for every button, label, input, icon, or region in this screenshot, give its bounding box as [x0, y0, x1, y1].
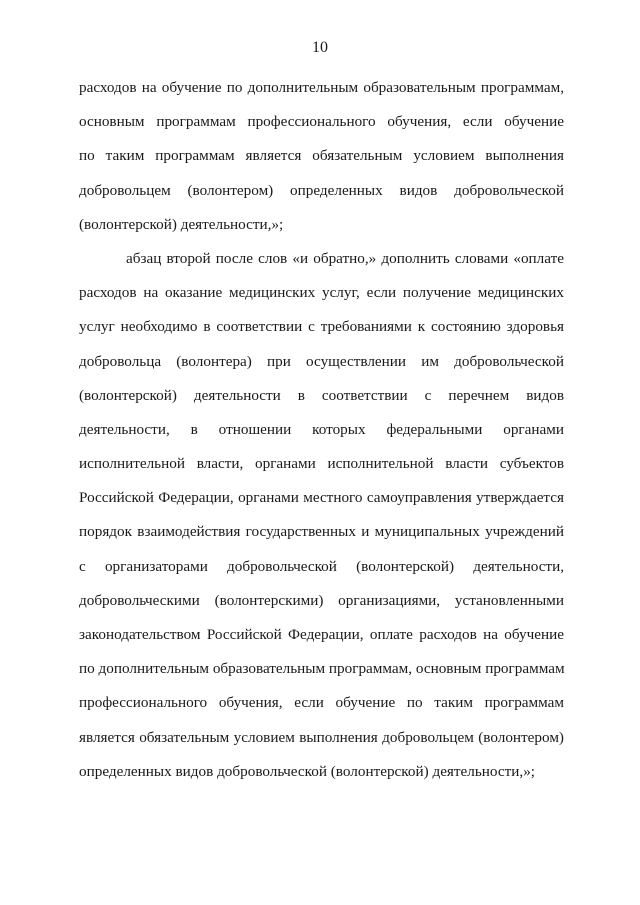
paragraph-1	[79, 71, 564, 242]
text-line: (волонтерской) деятельности,»;	[79, 215, 284, 233]
text-line: Российской Федерации, органами местного самоуправления утверждается	[79, 489, 564, 507]
text-line: основным программам профессионального обучения, если обучение	[79, 113, 564, 131]
text-line: добровольцем (волонтером) определенных видов добровольческой	[79, 181, 564, 199]
text-line: по таким программам является обязательным условием выполнения	[79, 147, 564, 165]
text-line: с организаторами добровольческой (волонтерской) деятельности,	[79, 557, 564, 575]
text-line: расходов на оказание медицинских услуг, если получение медицинских	[79, 284, 564, 302]
text-line: порядок взаимодействия государственных и муниципальных учреждений	[79, 523, 564, 541]
text-line: по дополнительным образовательным программам, основным программам	[79, 660, 565, 678]
text-line: расходов на обучение по дополнительным образовательным программам,	[79, 79, 564, 96]
text-line: (волонтерской) деятельности в соответствии с перечнем видов	[79, 386, 564, 404]
text-line: деятельности, в отношении которых федеральными органами	[79, 420, 564, 438]
paragraph-2	[79, 242, 564, 789]
text-line: услуг необходимо в соответствии с требованиями к состоянию здоровья	[79, 318, 564, 336]
text-line: является обязательным условием выполнения добровольцем (волонтером)	[79, 728, 564, 746]
text-line: добровольца (волонтера) при осуществлении им добровольческой	[79, 352, 564, 370]
text-line: добровольческими (волонтерскими) организациями, установленными	[79, 591, 564, 609]
text-line: законодательством Российской Федерации, оплате расходов на обучение	[79, 626, 564, 643]
text-line: исполнительной власти, органами исполнительной власти субъектов	[79, 455, 564, 473]
page-number: 10	[312, 39, 328, 56]
text-line: абзац второй после слов «и обратно,» дополнить словами «оплате	[126, 249, 564, 267]
text-line: определенных видов добровольческой (волонтерской) деятельности,»;	[79, 762, 536, 780]
text-line: профессионального обучения, если обучение по таким программам	[79, 694, 564, 712]
document-body	[79, 71, 564, 789]
